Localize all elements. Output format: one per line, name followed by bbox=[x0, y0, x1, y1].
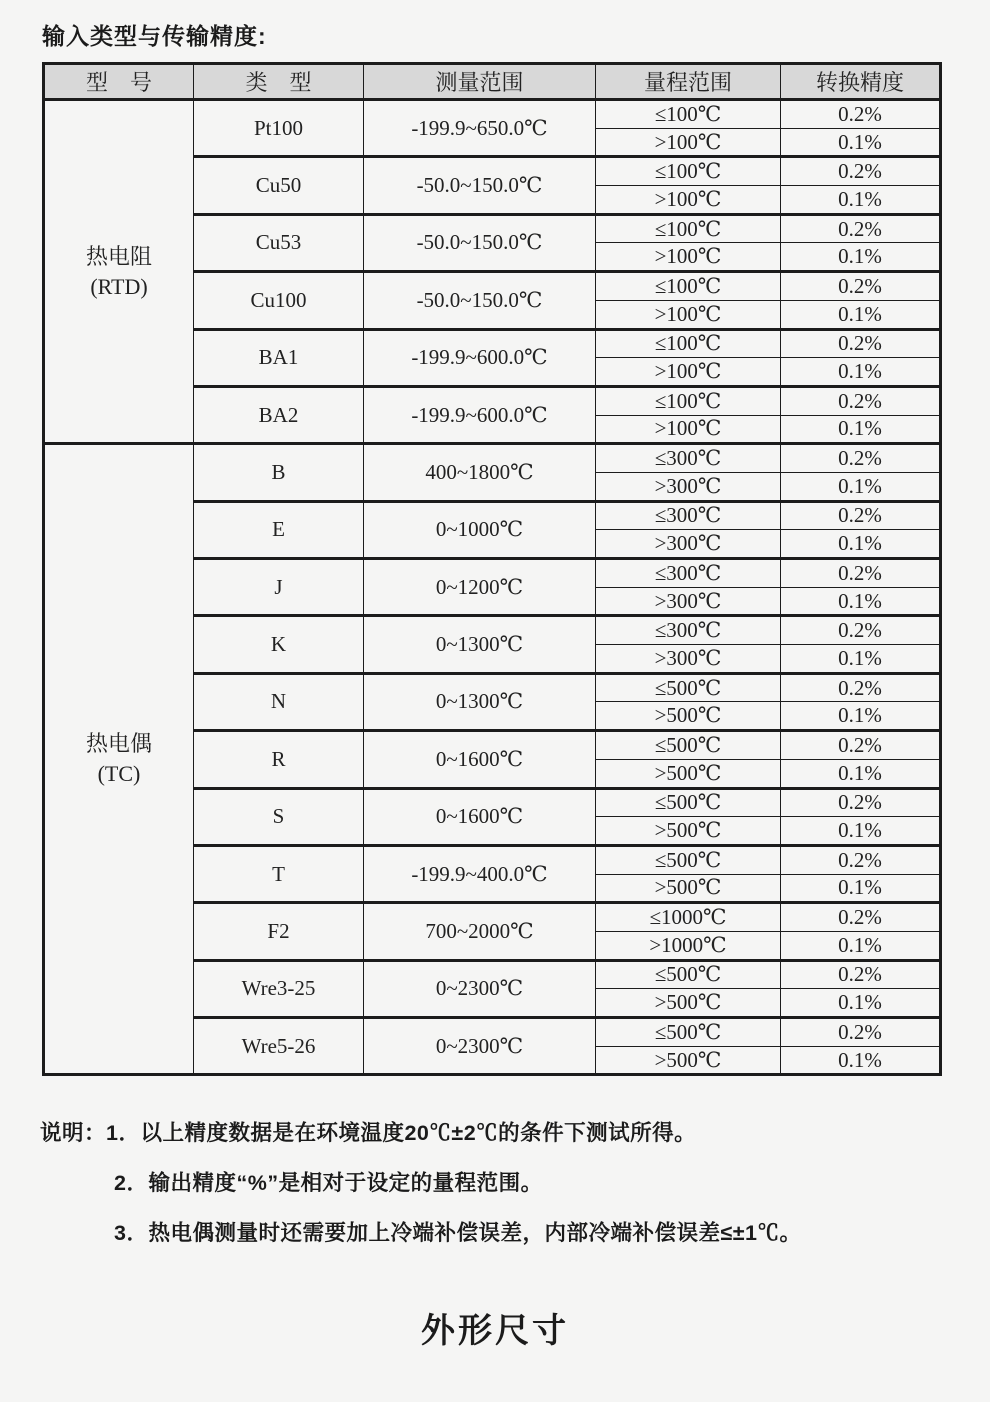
type-cell: R bbox=[194, 731, 364, 788]
accuracy-table-body bbox=[44, 100, 941, 1075]
span-range-cell: >100℃ bbox=[596, 358, 781, 387]
span-range-cell: ≤100℃ bbox=[596, 329, 781, 358]
measure-range-cell: -50.0~150.0℃ bbox=[364, 214, 596, 271]
header-row bbox=[44, 64, 941, 100]
notes-label: 说明： bbox=[40, 1121, 107, 1146]
span-range-cell: ≤300℃ bbox=[596, 501, 781, 530]
note-text: 2．输出精度“%”是相对于设定的量程范围。 bbox=[114, 1171, 543, 1196]
span-range-cell: ≤500℃ bbox=[596, 960, 781, 989]
accuracy-cell: 0.2% bbox=[781, 501, 941, 530]
accuracy-cell: 0.1% bbox=[781, 587, 941, 616]
accuracy-cell: 0.1% bbox=[781, 1046, 941, 1075]
measure-range-cell: 0~2300℃ bbox=[364, 1018, 596, 1075]
model-name: 热电阻 bbox=[85, 243, 152, 269]
column-header-span-range: 量程范围 bbox=[596, 64, 781, 100]
measure-range-cell: 0~1300℃ bbox=[364, 673, 596, 730]
type-cell: Cu53 bbox=[194, 214, 364, 271]
type-cell: N bbox=[194, 673, 364, 730]
span-range-cell: >100℃ bbox=[596, 243, 781, 272]
accuracy-cell: 0.1% bbox=[781, 989, 941, 1018]
measure-range-cell: -199.9~400.0℃ bbox=[364, 845, 596, 902]
span-range-cell: >500℃ bbox=[596, 989, 781, 1018]
accuracy-cell: 0.2% bbox=[781, 731, 941, 760]
column-header-model: 型 号 bbox=[44, 64, 194, 100]
column-header-measure-range: 测量范围 bbox=[364, 64, 596, 100]
measure-range-cell: 0~1600℃ bbox=[364, 731, 596, 788]
type-cell: K bbox=[194, 616, 364, 673]
type-cell: Pt100 bbox=[194, 100, 364, 157]
measure-range-cell: 0~1200℃ bbox=[364, 559, 596, 616]
type-cell: Wre5-26 bbox=[194, 1018, 364, 1075]
span-range-cell: >300℃ bbox=[596, 530, 781, 559]
accuracy-cell: 0.1% bbox=[781, 530, 941, 559]
measure-range-cell: -199.9~600.0℃ bbox=[364, 329, 596, 386]
accuracy-cell: 0.1% bbox=[781, 472, 941, 501]
type-cell: B bbox=[194, 444, 364, 501]
span-range-cell: >300℃ bbox=[596, 472, 781, 501]
accuracy-cell: 0.2% bbox=[781, 960, 941, 989]
accuracy-cell: 0.2% bbox=[781, 272, 941, 301]
measure-range-cell: 700~2000℃ bbox=[364, 903, 596, 960]
accuracy-cell: 0.1% bbox=[781, 243, 941, 272]
type-cell: F2 bbox=[194, 903, 364, 960]
accuracy-cell: 0.2% bbox=[781, 845, 941, 874]
note-text: 3．热电偶测量时还需要加上冷端补偿误差，内部冷端补偿误差≤±1℃。 bbox=[114, 1221, 802, 1246]
span-range-cell: ≤300℃ bbox=[596, 444, 781, 473]
measure-range-cell: 0~1000℃ bbox=[364, 501, 596, 558]
span-range-cell: ≤500℃ bbox=[596, 788, 781, 817]
accuracy-cell: 0.1% bbox=[781, 817, 941, 846]
accuracy-cell: 0.2% bbox=[781, 444, 941, 473]
note-line bbox=[40, 1120, 990, 1147]
type-cell: J bbox=[194, 559, 364, 616]
type-cell: Wre3-25 bbox=[194, 960, 364, 1017]
type-cell: BA1 bbox=[194, 329, 364, 386]
accuracy-cell: 0.1% bbox=[781, 358, 941, 387]
span-range-cell: ≤500℃ bbox=[596, 845, 781, 874]
span-range-cell: >500℃ bbox=[596, 874, 781, 903]
model-name: 热电偶 bbox=[85, 731, 152, 757]
page-title: 输入类型与传输精度: bbox=[42, 23, 267, 49]
span-range-cell: >100℃ bbox=[596, 128, 781, 157]
span-range-cell: ≤100℃ bbox=[596, 100, 781, 129]
accuracy-cell: 0.2% bbox=[781, 673, 941, 702]
span-range-cell: ≤500℃ bbox=[596, 673, 781, 702]
type-cell: BA2 bbox=[194, 386, 364, 443]
measure-range-cell: -199.9~650.0℃ bbox=[364, 100, 596, 157]
type-cell: E bbox=[194, 501, 364, 558]
measure-range-cell: 0~1300℃ bbox=[364, 616, 596, 673]
accuracy-cell: 0.1% bbox=[781, 931, 941, 960]
span-range-cell: >500℃ bbox=[596, 817, 781, 846]
accuracy-cell: 0.1% bbox=[781, 128, 941, 157]
span-range-cell: ≤1000℃ bbox=[596, 903, 781, 932]
accuracy-cell: 0.2% bbox=[781, 903, 941, 932]
span-range-cell: ≤100℃ bbox=[596, 386, 781, 415]
accuracy-cell: 0.1% bbox=[781, 415, 941, 444]
note-line bbox=[114, 1220, 990, 1247]
column-header-accuracy: 转换精度 bbox=[781, 64, 941, 100]
span-range-cell: ≤100℃ bbox=[596, 272, 781, 301]
span-range-cell: >100℃ bbox=[596, 186, 781, 215]
accuracy-cell: 0.1% bbox=[781, 759, 941, 788]
table-row bbox=[44, 100, 941, 129]
span-range-cell: ≤300℃ bbox=[596, 559, 781, 588]
measure-range-cell: -50.0~150.0℃ bbox=[364, 272, 596, 329]
note-line bbox=[114, 1170, 990, 1197]
column-header-type: 类 型 bbox=[194, 64, 364, 100]
model-group-cell bbox=[44, 100, 194, 444]
notes-block bbox=[40, 1120, 990, 1247]
accuracy-cell: 0.1% bbox=[781, 186, 941, 215]
note-text: 1．以上精度数据是在环境温度20℃±2℃的条件下测试所得。 bbox=[106, 1121, 697, 1146]
model-abbreviation: (RTD) bbox=[90, 273, 148, 299]
accuracy-cell: 0.2% bbox=[781, 1018, 941, 1047]
accuracy-table bbox=[42, 62, 942, 1076]
accuracy-cell: 0.1% bbox=[781, 874, 941, 903]
span-range-cell: >300℃ bbox=[596, 587, 781, 616]
type-cell: S bbox=[194, 788, 364, 845]
accuracy-cell: 0.2% bbox=[781, 214, 941, 243]
model-abbreviation: (TC) bbox=[97, 761, 141, 787]
span-range-cell: ≤500℃ bbox=[596, 731, 781, 760]
measure-range-cell: 0~1600℃ bbox=[364, 788, 596, 845]
span-range-cell: >100℃ bbox=[596, 415, 781, 444]
span-range-cell: >500℃ bbox=[596, 1046, 781, 1075]
accuracy-cell: 0.2% bbox=[781, 788, 941, 817]
section-heading: 外形尺寸 bbox=[421, 1312, 569, 1351]
accuracy-cell: 0.2% bbox=[781, 559, 941, 588]
type-cell: Cu50 bbox=[194, 157, 364, 214]
measure-range-cell: -199.9~600.0℃ bbox=[364, 386, 596, 443]
span-range-cell: ≤100℃ bbox=[596, 157, 781, 186]
span-range-cell: >500℃ bbox=[596, 759, 781, 788]
accuracy-cell: 0.2% bbox=[781, 329, 941, 358]
span-range-cell: ≤100℃ bbox=[596, 214, 781, 243]
measure-range-cell: 0~2300℃ bbox=[364, 960, 596, 1017]
accuracy-cell: 0.1% bbox=[781, 645, 941, 674]
span-range-cell: >1000℃ bbox=[596, 931, 781, 960]
span-range-cell: >500℃ bbox=[596, 702, 781, 731]
accuracy-cell: 0.1% bbox=[781, 702, 941, 731]
span-range-cell: >300℃ bbox=[596, 645, 781, 674]
accuracy-cell: 0.2% bbox=[781, 616, 941, 645]
accuracy-cell: 0.1% bbox=[781, 300, 941, 329]
model-group-cell bbox=[44, 444, 194, 1075]
accuracy-cell: 0.2% bbox=[781, 100, 941, 129]
span-range-cell: ≤300℃ bbox=[596, 616, 781, 645]
type-cell: T bbox=[194, 845, 364, 902]
measure-range-cell: -50.0~150.0℃ bbox=[364, 157, 596, 214]
accuracy-cell: 0.2% bbox=[781, 386, 941, 415]
span-range-cell: ≤500℃ bbox=[596, 1018, 781, 1047]
type-cell: Cu100 bbox=[194, 272, 364, 329]
measure-range-cell: 400~1800℃ bbox=[364, 444, 596, 501]
span-range-cell: >100℃ bbox=[596, 300, 781, 329]
table-row bbox=[44, 444, 941, 473]
accuracy-cell: 0.2% bbox=[781, 157, 941, 186]
